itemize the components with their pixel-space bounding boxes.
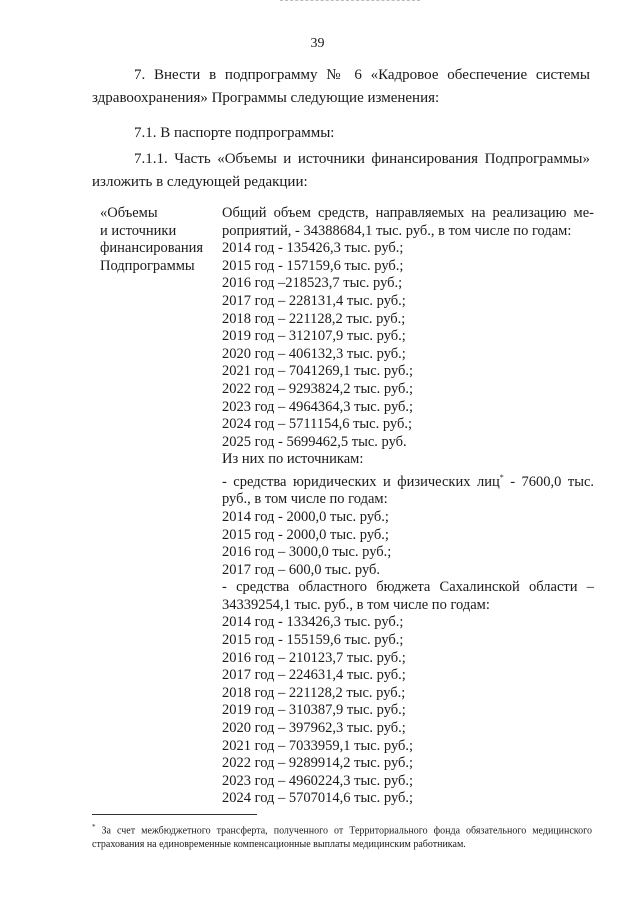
- legal-year-row: 2016 год – 3000,0 тыс. руб.;: [222, 544, 392, 561]
- total-year-row: 2023 год – 4964364,3 тыс. руб.;: [222, 398, 414, 415]
- total-volume-line: Общий объем средств, направляемых на реализацию ме-: [222, 205, 594, 221]
- legal-entities-line: [222, 469, 594, 491]
- total-year-row: 2022 год – 9293824,2 тыс. руб.;: [222, 380, 414, 397]
- left-label-line: и источники: [100, 222, 177, 239]
- sources-heading: Из них по источникам:: [222, 451, 364, 468]
- legal-entities-line: руб., в том числе по годам:: [222, 491, 388, 508]
- footnote-text: За счет межбюджетного трансферта, полученного от Территориального фонда обязательного медицинского страхования на единовременные компенсационные выплаты медицинским работникам.: [92, 825, 592, 851]
- regional-year-row: 2017 год – 224631,4 тыс. руб.;: [222, 667, 406, 684]
- regional-year-row: 2024 год – 5707014,6 тыс. руб.;: [222, 790, 414, 807]
- left-label-line: «Объемы: [100, 205, 158, 221]
- footnote-mark: *: [499, 472, 504, 482]
- page-number: 39: [310, 36, 325, 51]
- total-year-row: 2021 год – 7041269,1 тыс. руб.;: [222, 363, 414, 380]
- footnote-divider: [92, 814, 257, 815]
- paragraph-7: 7. Внести в подпрограмму № 6 «Кадровое обеспечение системы здравоохранения» Программы следующие изменения:: [92, 67, 590, 106]
- regional-year-row: 2022 год – 9289914,2 тыс. руб.;: [222, 755, 414, 772]
- regional-year-row: 2018 год – 221128,2 тыс. руб.;: [222, 684, 406, 701]
- legal-entities-amount: - 7600,0 тыс.: [503, 473, 595, 490]
- total-year-row: 2025 год - 5699462,5 тыс. руб.: [222, 433, 407, 450]
- total-volume-line: роприятий, - 34388684,1 тыс. руб., в том числе по годам:: [222, 222, 572, 239]
- regional-year-row: 2023 год – 4960224,3 тыс. руб.;: [222, 772, 414, 789]
- table-right-column: [222, 205, 594, 808]
- legal-entities-text: - средства юридических и физических лиц: [222, 473, 500, 490]
- total-year-row: 2017 год – 228131,4 тыс. руб.;: [222, 292, 406, 309]
- legal-year-row: 2014 год - 2000,0 тыс. руб.;: [222, 508, 389, 525]
- total-year-row: 2016 год –218523,7 тыс. руб.;: [222, 275, 403, 292]
- paragraph-7-1: 7.1. В паспорте подпрограммы:: [134, 125, 335, 141]
- regional-year-row: 2014 год - 133426,3 тыс. руб.;: [222, 614, 404, 631]
- regional-year-row: 2021 год – 7033959,1 тыс. руб.;: [222, 737, 414, 754]
- paragraph-7-1-1: 7.1.1. Часть «Объемы и источники финансирования Подпрограммы» изложить в следующей редакции:: [92, 151, 590, 190]
- left-label-line: Подпрограммы: [100, 257, 195, 274]
- legal-year-row: 2015 год - 2000,0 тыс. руб.;: [222, 526, 389, 543]
- regional-year-row: 2016 год – 210123,7 тыс. руб.;: [222, 649, 406, 666]
- regional-budget-line: - средства областного бюджета Сахалинской области –: [222, 579, 594, 596]
- total-year-row: 2020 год – 406132,3 тыс. руб.;: [222, 345, 406, 362]
- total-year-row: 2015 год - 157159,6 тыс. руб.;: [222, 257, 404, 274]
- scan-edge: [280, 0, 420, 1]
- total-year-row: 2018 год – 221128,2 тыс. руб.;: [222, 310, 406, 327]
- footnote-mark: *: [92, 823, 96, 831]
- total-year-row: 2024 год – 5711154,6 тыс. руб.;: [222, 416, 413, 433]
- legal-year-row: 2017 год – 600,0 тыс. руб.: [222, 561, 381, 578]
- regional-year-row: 2015 год - 155159,6 тыс. руб.;: [222, 632, 404, 649]
- left-label-line: финансирования: [100, 240, 204, 257]
- total-year-row: 2019 год – 312107,9 тыс. руб.;: [222, 328, 406, 345]
- total-year-row: 2014 год - 135426,3 тыс. руб.;: [222, 240, 404, 257]
- table-left-column: [100, 205, 220, 275]
- regional-year-row: 2020 год – 397962,3 тыс. руб.;: [222, 720, 406, 737]
- regional-year-row: 2019 год – 310387,9 тыс. руб.;: [222, 702, 406, 719]
- regional-budget-line: 34339254,1 тыс. руб., в том числе по годам:: [222, 596, 490, 613]
- footnote: [92, 820, 592, 852]
